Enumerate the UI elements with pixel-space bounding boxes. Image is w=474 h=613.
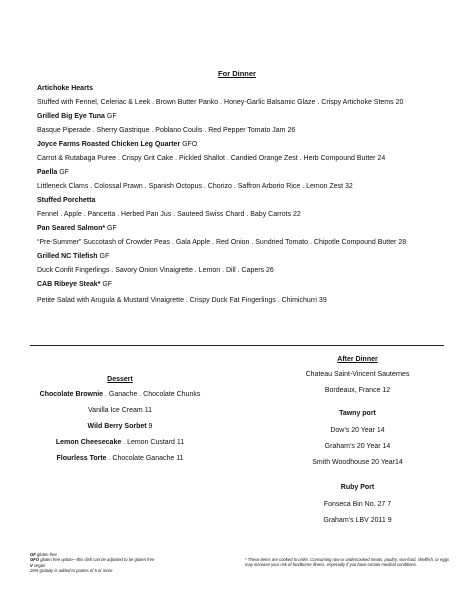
item-description: Stuffed with Fennel, Celeriac & Leek . Brown Butter Panko . Honey-Garlic Balsamic Glaze . Crispy Artichoke Stems 20	[37, 98, 404, 106]
item-name-line	[37, 112, 457, 121]
gfo-text: gluten free option—this dish can be adjusted to be gluten free	[39, 557, 155, 563]
ruby-port-row: Graham’s LBV 2011 9	[323, 517, 392, 524]
menu-item	[37, 112, 457, 135]
after-dinner-row: Chateau Saint-Vincent Sauternes	[305, 371, 410, 378]
dinner-title: For Dinner	[218, 69, 256, 78]
item-name: Paella	[37, 169, 58, 176]
ruby-port-title: Ruby Port	[340, 484, 375, 491]
dessert-title: Dessert	[107, 376, 133, 383]
menu-item	[37, 252, 457, 275]
food-safety-disclaimer: * These items are cooked to order. Consuming raw or undercooked meats, poultry, sea-food, shellfish, or eggs may increase your risk of foodborne illness, especially if you have certain medical conditions.	[245, 557, 450, 568]
dietary-key	[30, 552, 230, 573]
item-description: Petite Salad with Arugula & Mustard Vinaigrette . Crispy Duck Fat Fingerlings . Chimichurri 39	[37, 297, 327, 304]
tawny-port-row: Smith Woodhouse 20 Year14	[312, 459, 403, 466]
tawny-port-row: Graham’s 20 Year 14	[324, 443, 391, 450]
item-diet-tag: GF	[57, 169, 69, 176]
menu-item	[37, 168, 457, 191]
dessert-row	[20, 422, 220, 431]
item-name: Grilled NC Tilefish	[37, 253, 98, 260]
item-name: CAB Ribeye Steak*	[37, 281, 101, 288]
item-name-line	[37, 196, 457, 205]
dessert-name: Flourless Torte	[56, 455, 107, 462]
dessert-row	[20, 390, 220, 399]
menu-item	[37, 140, 457, 163]
item-name: Grilled Big Eye Tuna	[37, 113, 105, 120]
gratuity-note: 20% gratuity is added to parties of 5 or more	[30, 567, 113, 573]
tawny-port-title: Tawny port	[339, 410, 376, 417]
dessert-detail: . Lemon Custard 11	[121, 439, 185, 446]
item-description: Carrot & Rutabaga Puree . Crispy Grit Cake . Pickled Shallot . Candied Orange Zest . Herb Compound Butter 24	[37, 154, 386, 162]
item-description: Littleneck Clams . Colossal Prawn . Spanish Octopus . Chorizo . Saffron Arborio Rice . Lemon Zest 32	[37, 182, 353, 190]
ruby-port-row: Fonseca Bin No. 27 7	[323, 501, 392, 508]
dessert-name: Wild Berry Sorbet	[87, 423, 147, 430]
dessert-name: Lemon Cheesecake	[55, 439, 122, 446]
item-name: Stuffed Porchetta	[37, 197, 96, 204]
tawny-port-row: Dow’s 20 Year 14	[330, 427, 385, 434]
item-name-line	[37, 140, 457, 149]
item-name-line	[37, 252, 457, 261]
dessert-detail: 9	[146, 423, 153, 430]
item-diet-tag: GFO	[180, 141, 198, 148]
gfo-key: GFO	[30, 557, 40, 563]
menu-item	[37, 196, 457, 219]
after-dinner-section	[280, 355, 435, 532]
item-description: Duck Confit Fingerlings . Savory Onion Vinaigrette . Lemon . Dill . Capers 26	[37, 266, 274, 274]
item-name: Pan Seared Salmon*	[37, 225, 106, 232]
dessert-detail: . Ganache . Chocolate Chunks	[103, 391, 201, 398]
gf-key: GF	[30, 552, 36, 557]
menu-item	[37, 280, 457, 305]
item-description: Basque Piperade . Sherry Gastrique . Poblano Coulis . Red Pepper Tomato Jam 26	[37, 126, 296, 134]
item-diet-tag: GF	[105, 225, 117, 232]
dessert-row	[20, 406, 220, 415]
item-name-line	[37, 224, 457, 233]
item-description: “Pre-Summer” Succotash of Crowder Peas . Gala Apple . Red Onion . Sundried Tomato . Chipotle Compound Butter 28	[37, 238, 407, 246]
item-name: Joyce Farms Roasted Chicken Leg Quarter	[37, 141, 181, 148]
dessert-detail: Vanilla Ice Cream 11	[88, 407, 152, 414]
dessert-section	[20, 375, 220, 470]
section-divider	[30, 345, 444, 346]
item-diet-tag: GF	[97, 253, 110, 260]
after-dinner-row: Bordeaux, France 12	[324, 387, 391, 394]
after-dinner-title: After Dinner	[337, 356, 378, 363]
dessert-detail: . Chocolate Ganache 11	[106, 455, 184, 462]
item-name-line	[37, 280, 457, 289]
menu-item	[37, 84, 457, 107]
item-name-line	[37, 168, 457, 177]
item-diet-tag: GF	[100, 281, 113, 288]
dessert-name: Chocolate Brownie	[39, 391, 104, 398]
v-text: vegan	[32, 562, 46, 568]
dessert-row	[20, 438, 220, 447]
item-description: Fennel . Apple . Pancetta . Herbed Pan Jus . Sauteed Swiss Chard . Baby Carrots 22	[37, 210, 301, 218]
v-key: V	[30, 562, 33, 568]
menu-item	[37, 224, 457, 247]
gf-text: gluten free	[35, 552, 57, 557]
item-name: Artichoke Hearts	[37, 85, 94, 92]
item-diet-tag: GF	[104, 113, 117, 120]
item-name-line	[37, 84, 457, 93]
dessert-row	[20, 454, 220, 463]
dinner-section	[37, 84, 457, 311]
